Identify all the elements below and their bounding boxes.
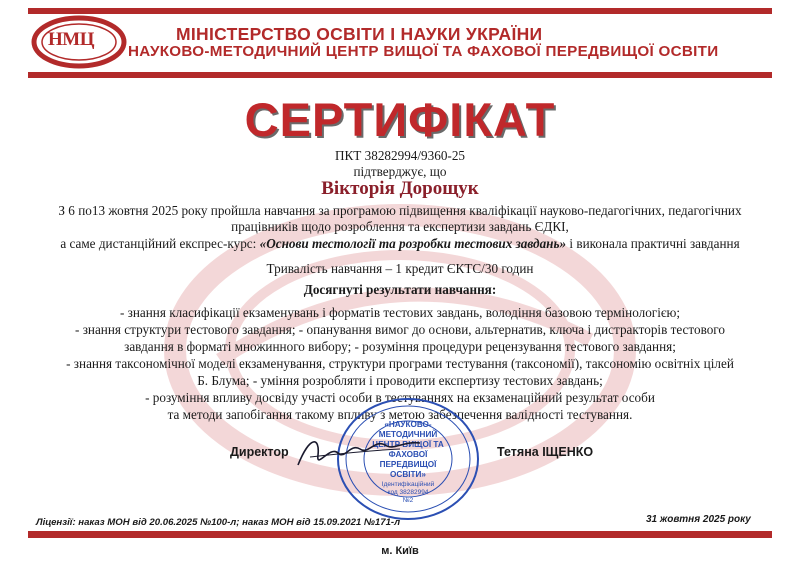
license-text: Ліцензії: наказ МОН від 20.06.2025 №100-л; наказ МОН від 15.09.2021 №171-л <box>36 517 401 528</box>
body-line-1: З 6 по13 жовтня 2025 року пройшла навчання за програмою підвищення кваліфікації науково-педагогічних, педагогічних <box>58 203 742 218</box>
stamp-line: ПЕРЕДВИЩОЇ <box>379 460 437 469</box>
body-line-2: працівників щодо розроблення та експертизи завдань ЄДКІ, <box>231 219 569 234</box>
ministry-title: МІНІСТЕРСТВО ОСВІТИ І НАУКИ УКРАЇНИ <box>176 24 543 44</box>
certificate-number: ПКТ 38282994/9360-25 <box>334 148 466 163</box>
result-line: - знання класифікації екзаменувань і форматів тестових завдань, володіння базовою термінологією; <box>119 305 681 320</box>
result-line: - знання структури тестового завдання; - опанування вимог до основи, альтернатив, ключа і дистракторів тестового <box>75 322 725 337</box>
result-line: - розуміння впливу досвіду участі особи в тестуваннях на екзаменаційний результат особи <box>145 390 655 405</box>
top-border <box>28 8 772 14</box>
stamp-line: ФАХОВОЇ <box>388 450 428 459</box>
recipient-name: Вікторія Дорощук <box>321 178 479 199</box>
stamp-line: ЦЕНТР ВИЩОЇ ТА <box>372 440 444 449</box>
center-title: НАУКОВО-МЕТОДИЧНИЙ ЦЕНТР ВИЩОЇ ТА ФАХОВОЇ ПЕРЕДВИЩОЇ ОСВІТИ <box>128 43 719 60</box>
stamp-code: код 38282994 <box>387 489 429 496</box>
director-name: Тетяна ІЩЕНКО <box>497 445 594 459</box>
stamp-code-label: Ідентифікаційний <box>381 481 435 488</box>
director-signature <box>290 425 430 480</box>
result-line: завдання в форматі множинного вибору; - розуміння процедури рецензування тестового завдання; <box>124 339 676 354</box>
stamp-num: №2 <box>402 497 414 504</box>
line3-prefix: а саме дистанційний експрес-курс: <box>60 236 260 251</box>
header-border <box>28 72 772 78</box>
results-heading: Досягнуті результати навчання: <box>303 282 497 297</box>
director-label: Директор <box>230 445 289 459</box>
logo-text: НМЦ <box>48 29 94 50</box>
certificate-title: СЕРТИФІКАТ <box>244 93 556 146</box>
stamp-line: МЕТОДИЧНИЙ <box>378 430 438 439</box>
stamp-line: «НАУКОВО- <box>384 420 432 429</box>
duration-text: Тривалість навчання – 1 кредит ЄКТС/30 годин <box>266 261 534 276</box>
result-line: та методи запобігання такому впливу з метою забезпечення валідності тестування. <box>167 407 633 422</box>
result-line: - знання таксономічної моделі екзаменування, структури програми тестування (таксономії), таксономію освітніх цілей <box>66 356 734 371</box>
certificate-date: 31 жовтня 2025 року <box>646 514 751 525</box>
confirms-text: підтверджує, що <box>353 164 447 179</box>
course-name: «Основи тестології та розробки тестових завдань» <box>259 236 567 251</box>
body-line-3 <box>30 236 770 252</box>
footer-border <box>28 531 772 538</box>
line3-suffix: і виконала практичні завдання <box>566 236 740 251</box>
stamp-line: ОСВІТИ» <box>390 470 426 479</box>
city-text: м. Київ <box>381 545 419 557</box>
result-line: Б. Блума; - уміння розробляти і проводити експертизу тестових завдань; <box>197 373 603 388</box>
